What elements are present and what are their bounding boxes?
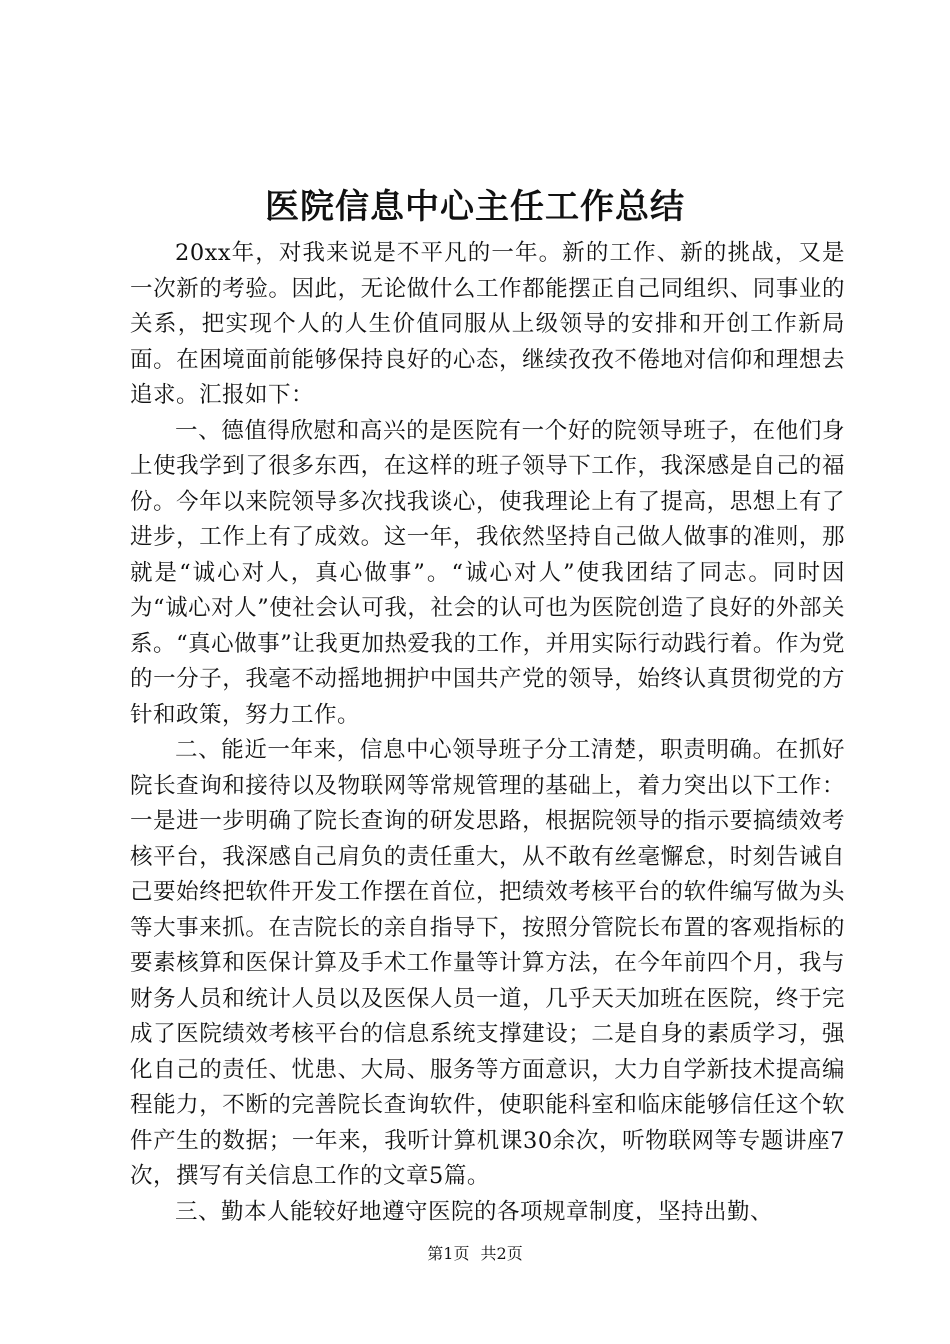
page-number-current: 第1页 xyxy=(427,1244,470,1263)
paragraph-intro: 20xx年，对我来说是不平凡的一年。新的工作、新的挑战，又是一次新的考验。因此，无论做什么工作都能摆正自己同组织、同事业的关系，把实现个人的人生价值同服从上级领导的安排和开创工作新局面。在困境面前能够保持良好的心态，继续孜孜不倦地对信仰和理想去追求。汇报如下： xyxy=(130,240,845,408)
page-number-total: 共2页 xyxy=(480,1244,523,1263)
page-footer xyxy=(0,1243,950,1265)
paragraph-section-2: 二、能近一年来，信息中心领导班子分工清楚，职责明确。在抓好院长查询和接待以及物联网等常规管理的基础上，着力突出以下工作：一是进一步明确了院长查询的研发思路，根据院领导的指示要搞绩效考核平台，我深感自己肩负的责任重大，从不敢有丝毫懈怠，时刻告诫自己要始终把软件开发工作摆在首位，把绩效考核平台的软件编写做为头等大事来抓。在吉院长的亲自指导下，按照分管院长布置的客观指标的要素核算和医保计算及手术工作量等计算方法，在今年前四个月，我与财务人员和统计人员以及医保人员一道，几乎天天加班在医院，终于完成了医院绩效考核平台的信息系统支撑建设；二是自身的素质学习，强化自己的责任、忧患、大局、服务等方面意识，大力自学新技术提高编程能力，不断的完善院长查询软件，使职能科室和临床能够信任这个软件产生的数据；一年来，我听计算机课30余次，听物联网等专题讲座7次，撰写有关信息工作的文章5篇。 xyxy=(130,737,845,1189)
paragraph-section-1: 一、德值得欣慰和高兴的是医院有一个好的院领导班子，在他们身上使我学到了很多东西，在这样的班子领导下工作，我深感是自己的福份。今年以来院领导多次找我谈心，使我理论上有了提高，思想上有了进步，工作上有了成效。这一年，我依然坚持自己做人做事的准则，那就是“诚心对人，真心做事”。“诚心对人”使我团结了同志。同时因为“诚心对人”使社会认可我，社会的认可也为医院创造了良好的外部关系。“真心做事”让我更加热爱我的工作，并用实际行动践行着。作为党的一分子，我毫不动摇地拥护中国共产党的领导，始终认真贯彻党的方针和政策，努力工作。 xyxy=(130,417,845,728)
paragraph-section-3: 三、勤本人能较好地遵守医院的各项规章制度，坚持出勤、 xyxy=(175,1198,774,1225)
document-body xyxy=(130,236,845,1230)
document-title: 医院信息中心主任工作总结 xyxy=(265,187,685,227)
